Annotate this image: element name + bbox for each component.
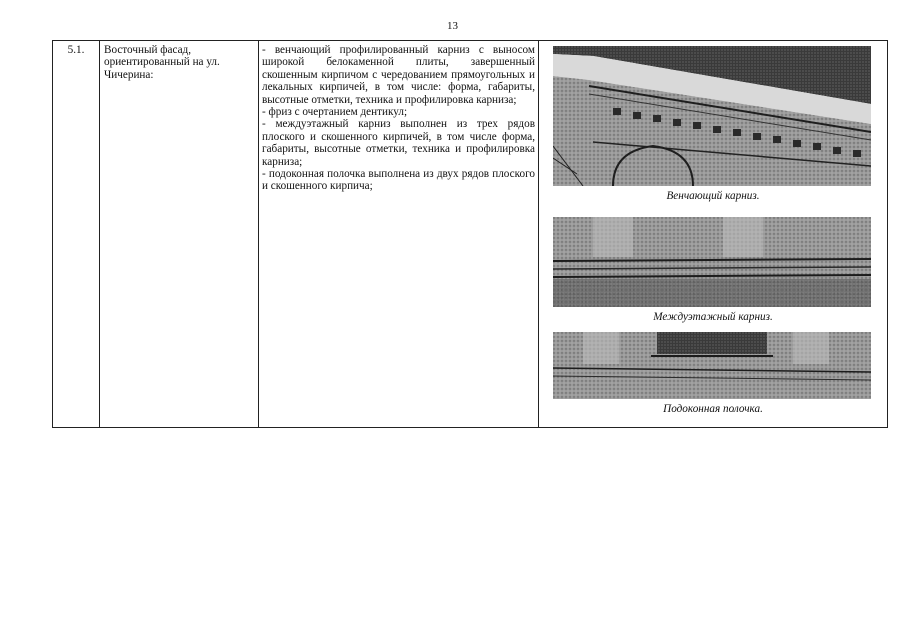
photo-caption: Подоконная полочка. — [663, 403, 763, 415]
crowning-cornice-photo — [553, 46, 871, 186]
description-item: - венчающий профилированный карниз с выносом широкой белокаменной плиты, завершенный скошенным кирпичом с чередованием прямоугольных и лекальных кирпичей, в том числе: форма, габариты, высотные отметки, техника и профилировка карниза; — [262, 44, 535, 106]
interfloor-cornice-photo — [553, 217, 871, 307]
row-photos-cell — [539, 41, 888, 428]
monument-elements-table — [52, 40, 888, 428]
facade-name: Восточный фасад, ориентированный на ул. Чичерина: — [104, 44, 220, 81]
row-name-cell — [100, 41, 259, 428]
page-number: 13 — [447, 20, 458, 32]
description-text — [259, 41, 538, 193]
description-item: - подоконная полочка выполнена из двух рядов плоского и скошенного кирпича; — [262, 168, 535, 193]
row-description-cell — [259, 41, 539, 428]
table-row — [53, 41, 888, 428]
photos-container — [539, 41, 887, 427]
row-number-cell — [53, 41, 100, 428]
row-number: 5.1. — [67, 44, 85, 56]
photo-caption: Междуэтажный карниз. — [653, 311, 773, 323]
description-item: - фриз с очертанием дентикул; — [262, 106, 408, 119]
description-item: - междуэтажный карниз выполнен из трех рядов плоского и скошенного кирпичей, в том числе форма, габариты, высотные отметки, техника и профилировка карниза; — [262, 118, 535, 168]
photo-caption: Венчающий карниз. — [666, 190, 760, 202]
window-sill-photo — [553, 332, 871, 399]
